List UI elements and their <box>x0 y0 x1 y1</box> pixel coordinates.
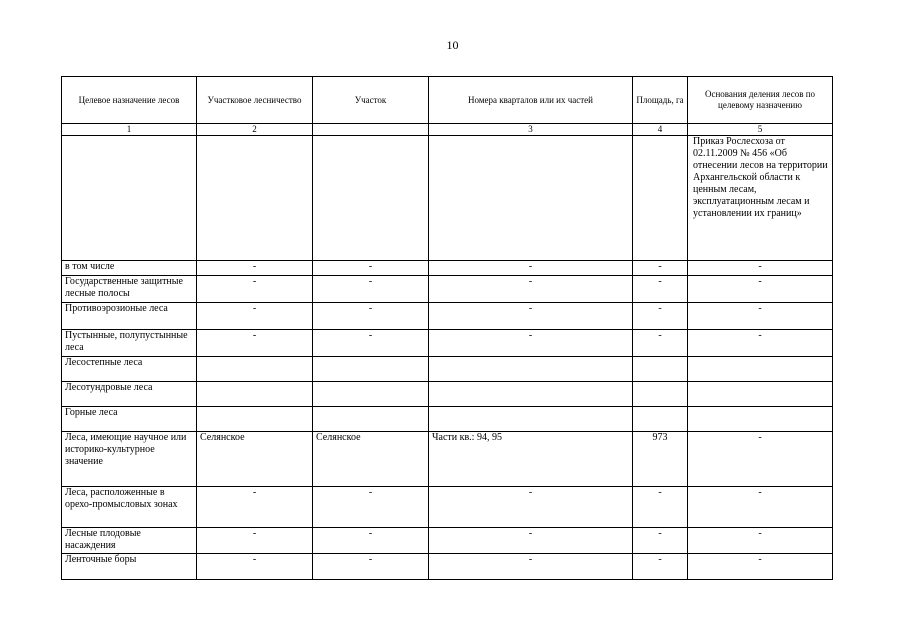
table-row <box>62 276 833 303</box>
header-district: Участковое лесничество <box>197 77 313 124</box>
row-basis: - <box>688 261 833 276</box>
row-section <box>313 382 429 407</box>
row-area: - <box>633 330 688 357</box>
row-district: Селянское <box>197 432 313 487</box>
row-district: - <box>197 528 313 554</box>
row-basis: - <box>688 432 833 487</box>
row-quarters: Части кв.: 94, 95 <box>429 432 633 487</box>
table-row <box>62 357 833 382</box>
row-quarters <box>429 407 633 432</box>
row-district <box>197 382 313 407</box>
column-number: 5 <box>688 124 833 136</box>
basis-note: Приказ Рослесхоза от 02.11.2009 № 456 «Об отнесении лесов на территории Архангельской области к ценным лесам, эксплуатационным лесам и установлении их границ» <box>688 136 833 261</box>
row-basis: - <box>688 330 833 357</box>
row-purpose: Пустынные, полупустынные леса <box>62 330 197 357</box>
table-row <box>62 382 833 407</box>
page-number: 10 <box>446 38 459 52</box>
row-section: - <box>313 554 429 580</box>
row-basis <box>688 407 833 432</box>
row-purpose: Ленточные боры <box>62 554 197 580</box>
row-area <box>633 382 688 407</box>
row-section <box>313 357 429 382</box>
row-quarters <box>429 382 633 407</box>
row-section <box>313 407 429 432</box>
row-basis: - <box>688 554 833 580</box>
table-row <box>62 554 833 580</box>
column-number: 4 <box>633 124 688 136</box>
header-section: Участок <box>313 77 429 124</box>
row-area: - <box>633 276 688 303</box>
row-area <box>633 357 688 382</box>
row-district: - <box>197 303 313 330</box>
row-area: 973 <box>633 432 688 487</box>
table-row <box>62 303 833 330</box>
row-quarters: - <box>429 528 633 554</box>
column-number: 1 <box>62 124 197 136</box>
row-district <box>197 407 313 432</box>
row-district: - <box>197 261 313 276</box>
row-quarters <box>429 357 633 382</box>
row-quarters: - <box>429 303 633 330</box>
row-district: - <box>197 276 313 303</box>
row-section: - <box>313 303 429 330</box>
header-row <box>62 77 833 124</box>
row-area: - <box>633 303 688 330</box>
row-district: - <box>197 487 313 528</box>
row-purpose: Лесостепные леса <box>62 357 197 382</box>
row-quarters: - <box>429 554 633 580</box>
row-section: - <box>313 528 429 554</box>
row-section: Селянское <box>313 432 429 487</box>
header-area: Площадь, га <box>633 77 688 124</box>
row-basis: - <box>688 487 833 528</box>
row-purpose: в том числе <box>62 261 197 276</box>
column-number <box>313 124 429 136</box>
header-quarters: Номера кварталов или их частей <box>429 77 633 124</box>
row-quarters: - <box>429 330 633 357</box>
column-number: 3 <box>429 124 633 136</box>
note-row <box>62 136 833 261</box>
row-district <box>197 357 313 382</box>
row-section: - <box>313 330 429 357</box>
row-basis: - <box>688 276 833 303</box>
column-number: 2 <box>197 124 313 136</box>
row-section: - <box>313 261 429 276</box>
header-purpose: Целевое назначение лесов <box>62 77 197 124</box>
table-row <box>62 432 833 487</box>
row-purpose: Противоэрозионые леса <box>62 303 197 330</box>
row-section: - <box>313 276 429 303</box>
row-area: - <box>633 528 688 554</box>
row-quarters: - <box>429 487 633 528</box>
row-basis: - <box>688 303 833 330</box>
row-basis <box>688 382 833 407</box>
row-purpose: Лесные плодовые насаждения <box>62 528 197 554</box>
table-row <box>62 487 833 528</box>
row-purpose: Леса, имеющие научное или историко-культурное значение <box>62 432 197 487</box>
row-quarters: - <box>429 261 633 276</box>
table-row <box>62 407 833 432</box>
table-row <box>62 528 833 554</box>
table-body <box>62 261 833 580</box>
forest-purpose-table <box>61 76 833 580</box>
row-area: - <box>633 554 688 580</box>
row-basis <box>688 357 833 382</box>
row-quarters: - <box>429 276 633 303</box>
table-row <box>62 330 833 357</box>
row-area <box>633 407 688 432</box>
row-purpose: Горные леса <box>62 407 197 432</box>
row-area: - <box>633 487 688 528</box>
row-purpose: Государственные защитные лесные полосы <box>62 276 197 303</box>
row-section: - <box>313 487 429 528</box>
table-row <box>62 261 833 276</box>
row-basis: - <box>688 528 833 554</box>
row-district: - <box>197 554 313 580</box>
header-basis: Основания деления лесов по целевому назначению <box>688 77 833 124</box>
row-area: - <box>633 261 688 276</box>
row-purpose: Леса, расположенные в орехо-промысловых зонах <box>62 487 197 528</box>
column-number-row <box>62 124 833 136</box>
row-district: - <box>197 330 313 357</box>
row-purpose: Лесотундровые леса <box>62 382 197 407</box>
